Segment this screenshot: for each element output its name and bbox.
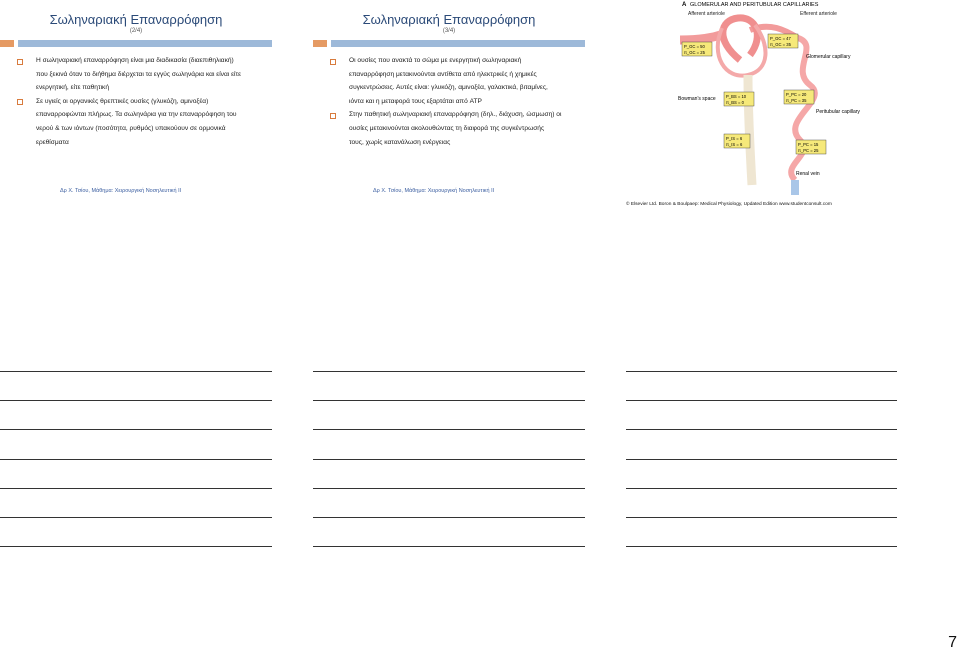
slide-title: Σωληναριακή Επαναρρόφηση [362,12,536,27]
slide-subtitle: (3/4) [442,28,456,34]
bullet-continuation [325,136,595,150]
efferent-label: Efferent arteriole [800,11,837,17]
note-line [0,400,272,401]
title-accent-bar [0,40,14,47]
pressure-box-efferent [768,34,798,48]
bullet-text: ενεργητική, είτε παθητική [36,84,110,92]
note-line [626,546,897,547]
note-line [313,488,585,489]
svg-text:P_IS = 6: P_IS = 6 [726,136,743,141]
note-line [313,517,585,518]
svg-text:π_IS = 6: π_IS = 6 [726,142,743,147]
svg-text:P_BS = 10: P_BS = 10 [726,94,747,99]
svg-text:P_GC = 47: P_GC = 47 [770,36,791,41]
note-line [313,371,585,372]
glomerular-capillary-label: Glomerular capillary [806,54,851,60]
pressure-box-afferent [682,42,712,56]
note-line [626,488,897,489]
title-rule-bar [331,40,585,47]
bullet-list [12,54,272,149]
note-line [0,546,272,547]
svg-text:P_PC = 20: P_PC = 20 [786,92,807,97]
panel-letter: A [682,2,687,8]
bullet-text: Οι ουσίες που ανακτά το σώμα με ενεργητική σωληναριακή [349,57,522,64]
bullet-item [12,54,272,68]
slide-subtitle: (2/4) [129,28,143,34]
glomerular-capillary-shape [723,18,757,60]
bullet-text: ερεθίσματα [36,138,69,146]
bullet-text: Στην παθητική σωληναριακή επαναρρόφηση (δηλ., διάχυση, ώσμωση) οι [349,111,562,119]
svg-text:π_GC = 35: π_GC = 35 [770,42,791,47]
note-line [626,459,897,460]
bullet-text: Σε υγιείς οι οργανικές θρεπτικές ουσίες (γλυκόζη, αμινοξέα) [36,97,209,105]
bullet-continuation [325,68,595,82]
bullet-text: τους, χωρίς κατανάλωση ενέργειας [349,138,451,146]
bullet-text: Η σωληναριακή επαναρρόφηση είναι μια διαδικασία (διαεπιθηλιακή) [36,57,234,64]
note-line [626,517,897,518]
pressure-box-bowman [724,92,754,106]
svg-text:π_PC = 25: π_PC = 25 [798,148,819,153]
bullet-continuation [12,136,272,150]
bullet-continuation [12,81,272,95]
note-line [0,429,272,430]
bullet-square-icon [330,59,336,65]
note-line [626,371,897,372]
title-rule-bar [18,40,272,47]
slide-2-of-4 [0,0,272,205]
glomerular-capillaries-figure [620,0,900,212]
note-line [0,371,272,372]
bullet-text: επαναρροφώνται πλήρως. Τα σωληνάρια για την επαναρρόφηση του [36,111,237,119]
svg-text:π_PC = 35: π_PC = 35 [786,98,807,103]
page-number: 7 [948,634,957,651]
afferent-label: Afferent arteriole [688,11,725,17]
bullet-text: που ξεκινά όταν το διήθημα διέρχεται τα εγγύς σωληνάρια και είναι είτε [36,70,242,78]
title-accent-bar [313,40,327,47]
bullet-list [325,54,595,149]
note-line [313,400,585,401]
bowmans-space-label: Bowman's space [678,96,716,102]
bullet-square-icon [330,113,336,119]
bullet-square-icon [17,99,23,105]
bullet-square-icon [17,59,23,65]
bullet-text: συγκεντρώσεις. Αυτές είναι: γλυκόζη, αμινοξέα, γαλακτικά, βιταμίνες, [349,84,548,92]
bullet-continuation [12,122,272,136]
figure-heading: GLOMERULAR AND PERITUBULAR CAPILLARIES [690,2,819,8]
bullet-continuation [325,81,595,95]
bullet-item [12,95,272,109]
bullet-text: επαναρρόφηση μετακινούνται αντίθετα από ηλεκτρικές ή χημικές [349,70,537,78]
bullet-continuation [12,68,272,82]
note-line [626,400,897,401]
svg-text:π_GC = 25: π_GC = 25 [684,50,705,55]
slide-3-of-4 [313,0,585,205]
bullet-item [325,54,595,68]
figure-credit: © Elsevier Ltd. Boron & Boulpaep: Medical Physiology, Updated Edition www.studentconsult.com [626,202,832,207]
note-line [313,429,585,430]
svg-text:π_BS = 0: π_BS = 0 [726,100,744,105]
note-line [313,546,585,547]
svg-text:P_PC = 15: P_PC = 15 [798,142,819,147]
bullet-item [325,108,595,122]
bullet-text: νερού & των ιόντων (ποσότητα, ρυθμός) υπακούουν σε ορμονικά [36,124,226,132]
bullet-text: ουσίες μετακινούνται ακολουθώντας τη διαφορά της συγκέντρωσής [349,124,545,132]
note-line [0,517,272,518]
slide-footer: Δρ Χ. Τσίου, Μάθημα: Χειρουργική Νοσηλευτική ΙΙ [373,188,495,194]
tubule-shape [748,75,752,185]
note-line [626,429,897,430]
pressure-box-interstitial [724,134,750,148]
slide-title: Σωληναριακή Επαναρρόφηση [49,12,223,27]
pressure-box-peritubular-2 [796,140,826,154]
bullet-continuation [325,122,595,136]
slide-footer: Δρ Χ. Τσίου, Μάθημα: Χειρουργική Νοσηλευτική ΙΙ [60,188,182,194]
note-line [0,459,272,460]
svg-text:P_GC = 50: P_GC = 50 [684,44,705,49]
bullet-text: ιόντα και η μεταφορά τους εξαρτάται από ATP [349,97,482,105]
pressure-box-peritubular [784,90,814,104]
renal-vein-label: Renal vein [796,171,820,177]
note-line [0,488,272,489]
bullet-continuation [12,108,272,122]
peritubular-capillary-label: Peritubular capillary [816,109,860,115]
note-line [313,459,585,460]
bullet-continuation [325,95,595,109]
